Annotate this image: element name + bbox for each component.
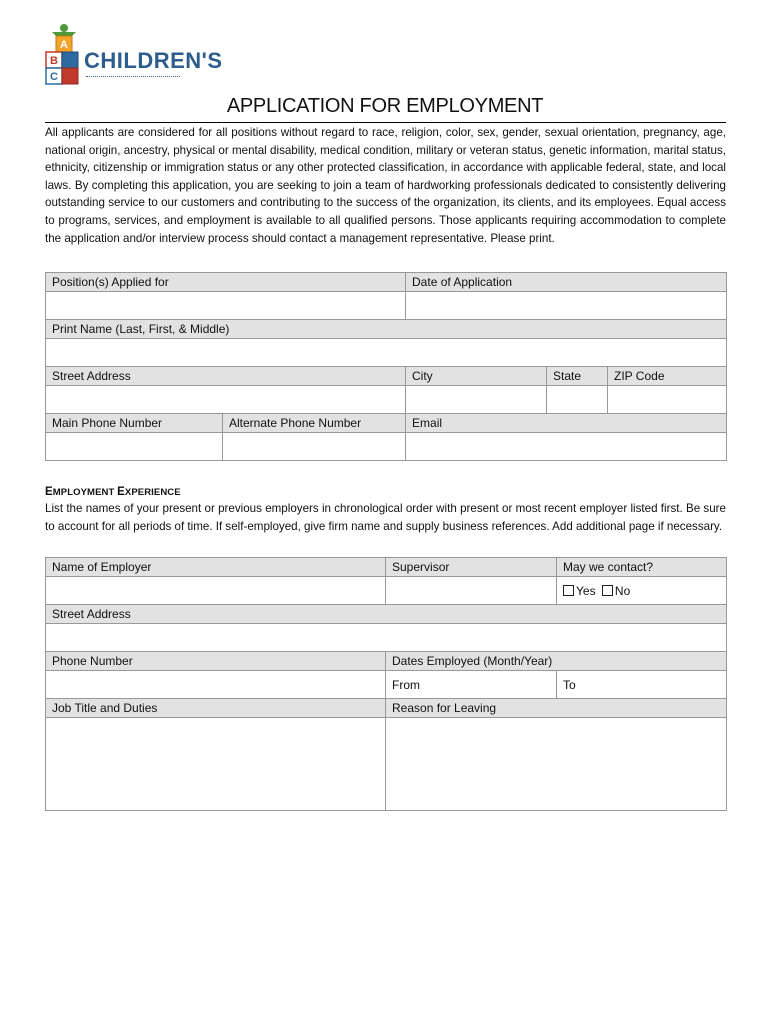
supervisor-label: Supervisor [386,558,557,577]
employment-instructions: List the names of your present or previous employers in chronological order with present or most recent employer listed first. Be sure to account for all periods of time. If self-employed, give firm name and supply business references. Add additional page if necessary. [45,502,726,533]
main-phone-label: Main Phone Number [46,414,223,433]
employer-street-input[interactable] [46,624,727,652]
city-input[interactable] [406,386,547,414]
alternate-phone-input[interactable] [223,433,406,461]
applicant-info-table [45,272,727,461]
contact-choice [557,577,727,605]
date-of-application-input[interactable] [406,292,727,320]
email-label: Email [406,414,727,433]
zip-code-label: ZIP Code [608,367,727,386]
position-label: Position(s) Applied for [46,273,406,292]
job-title-duties-input[interactable] [46,718,386,811]
reason-for-leaving-input[interactable] [386,718,727,811]
from-label: From [392,677,420,692]
may-we-contact-label: May we contact? [557,558,727,577]
no-label: No [614,583,631,598]
page-title: APPLICATION FOR EMPLOYMENT [226,95,544,117]
city-label: City [406,367,547,386]
job-title-label: Job Title and Duties [46,699,386,718]
supervisor-input[interactable] [386,577,557,605]
block-letter: B [50,55,58,67]
position-input[interactable] [46,292,406,320]
main-phone-input[interactable] [46,433,223,461]
from-date-input[interactable] [386,671,557,699]
yes-label: Yes [576,583,596,598]
eeo-statement: All applicants are considered for all positions without regard to race, religion, color, sex, gender, sexual orientation, pregnancy, age, national origin, ancestry, physical or mental disability, medical condition, military or veteran status, genetic information, marital status, ethnicity, citizenship or immigration status or any other protected classification, in accordance with applicable federal, state, and local laws. By completing this application, you are seeking to join a team of hardworking professionals dedicated to consistently delivering outstanding service to our customers and contributing to the success of the organization, its clients, and its employees. Equal access to programs, services, and employment is available to all qualified persons. Those applicants requiring accommodation to complete the application and/or interview process should contact a management representative. Please print. [45,126,726,245]
heading-text: MPLOYMENT [52,487,118,498]
to-label: To [563,677,576,692]
block-letter: C [50,71,58,83]
title-divider [45,122,726,123]
alternate-phone-label: Alternate Phone Number [223,414,406,433]
employer-name-label: Name of Employer [46,558,386,577]
yes-checkbox[interactable] [563,585,574,596]
date-of-application-label: Date of Application [406,273,727,292]
logo-wordmark: CHILDREN'S [84,48,223,73]
reason-for-leaving-label: Reason for Leaving [386,699,727,718]
employer-phone-label: Phone Number [46,652,386,671]
street-address-label: Street Address [46,367,406,386]
employer-street-label: Street Address [46,605,727,624]
heading-cap: E [45,486,53,498]
street-address-input[interactable] [46,386,406,414]
block-letter: A [60,39,68,51]
employer-table [45,557,727,811]
employment-experience-heading [45,486,181,498]
logo-tagline-line [86,76,180,79]
heading-text: XPERIENCE [124,487,181,498]
state-input[interactable] [547,386,608,414]
print-name-label: Print Name (Last, First, & Middle) [46,320,727,339]
print-name-input[interactable] [46,339,727,367]
employer-phone-input[interactable] [46,671,386,699]
state-label: State [547,367,608,386]
to-date-input[interactable] [557,671,727,699]
zip-code-input[interactable] [608,386,727,414]
dates-employed-label: Dates Employed (Month/Year) [386,652,727,671]
no-checkbox[interactable] [602,585,613,596]
employer-name-input[interactable] [46,577,386,605]
heading-cap: E [117,486,125,498]
email-input[interactable] [406,433,727,461]
